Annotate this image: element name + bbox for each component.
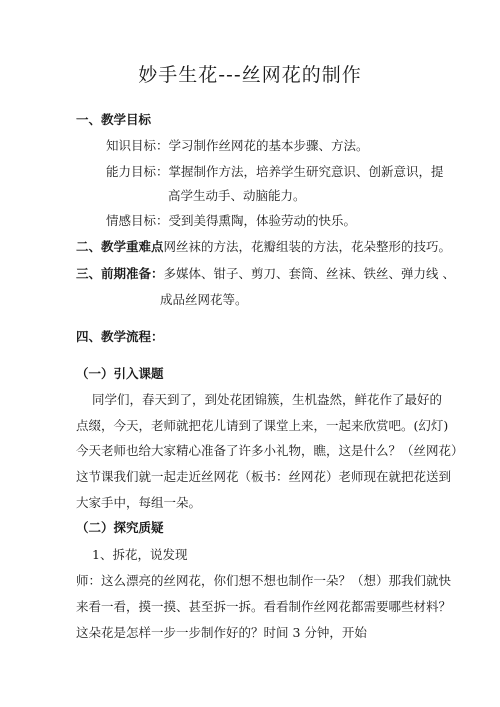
knowledge-goal-text: 学习制作丝网花的基本步骤、方法。 (168, 138, 369, 153)
preparation-continued: 成品丝网花等。 (160, 292, 248, 307)
preparation-heading: 三、前期准备： (76, 266, 164, 281)
ability-goal (106, 164, 444, 180)
knowledge-goal (106, 138, 369, 154)
explore-subheading: 1、拆花，说发现 (92, 547, 188, 562)
key-points (76, 239, 451, 255)
intro-line: 这节课我们就一起走近丝网花（板书：丝网花）老师现在就把花送到 (76, 469, 452, 484)
goals-heading: 一、教学目标 (76, 112, 152, 127)
intro-line: 点缀，今天，老师就把花儿请到了课堂上来，一起来欣赏吧。(幻灯) (76, 418, 449, 433)
intro-line: 同学们，春天到了，到处花团锦簇，生机盎然，鲜花作了最好的 (92, 392, 443, 407)
ability-goal-continued: 高学生动手、动脑能力。 (168, 188, 306, 203)
intro-line: 大家手中，每组一朵。 (76, 495, 202, 510)
intro-line: 今天老师也给大家精心准备了许多小礼物，瞧，这是什么？（丝网花） (76, 443, 464, 458)
explore-line: 师：这么漂亮的丝网花，你们想不想也制作一朵？（想）那我们就快 (76, 573, 452, 588)
key-points-heading: 二、教学重难点 (76, 239, 164, 254)
preparation-text: 多媒体、钳子、剪刀、套筒、丝袜、铁丝、弹力线 、 (163, 266, 455, 281)
process-heading: 四、教学流程： (76, 329, 164, 344)
ability-goal-text: 掌握制作方法，培养学生研究意识、创新意识，提 (168, 164, 444, 179)
ability-goal-label: 能力目标： (106, 164, 169, 179)
emotion-goal-label: 情感目标： (106, 213, 169, 228)
knowledge-goal-label: 知识目标： (106, 138, 169, 153)
key-points-text: 网丝袜的方法，花瓣组装的方法，花朵整形的技巧。 (163, 239, 452, 254)
emotion-goal (106, 213, 356, 229)
explore-line: 这朵花是怎样一步一步制作好的？时间 3 分钟，开始 (76, 625, 367, 640)
emotion-goal-text: 受到美得熏陶，体验劳动的快乐。 (168, 213, 357, 228)
document-title: 妙手生花---丝网花的制作 (138, 64, 362, 86)
explore-line: 来看一看，摸一摸、甚至拆一拆。看看制作丝网花都需要哪些材料？ (76, 599, 452, 614)
preparation (76, 266, 455, 282)
intro-heading: （一）引入课题 (76, 366, 164, 381)
explore-heading: （二）探究质疑 (76, 520, 164, 535)
